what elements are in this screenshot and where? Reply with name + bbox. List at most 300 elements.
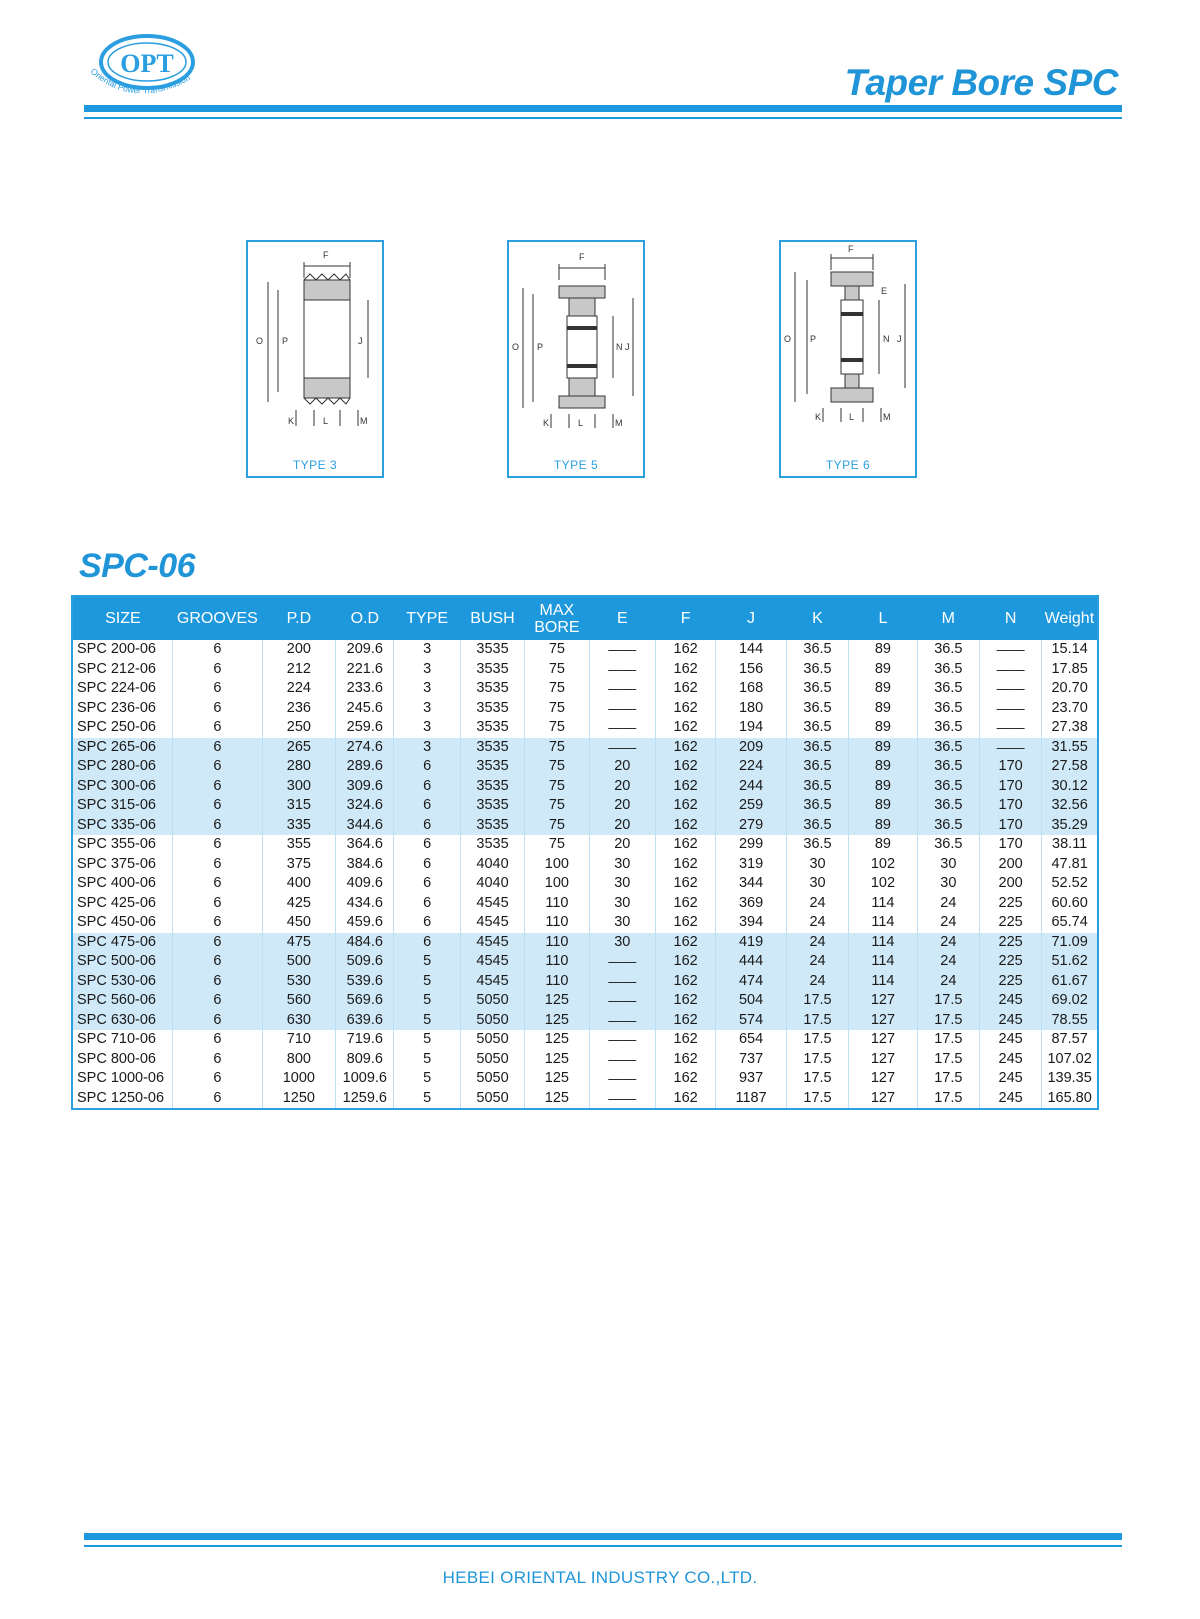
table-cell-max-bore: 125: [525, 1011, 589, 1031]
column-header-m: M: [917, 596, 979, 640]
table-cell-grooves: 6: [173, 952, 262, 972]
dim-label-e: E: [881, 286, 888, 296]
table-cell-o-d: 569.6: [336, 991, 394, 1011]
table-cell-f: 162: [656, 855, 716, 875]
table-cell-bush: 4545: [460, 894, 524, 914]
table-cell-weight: 60.60: [1042, 894, 1098, 914]
table-cell-p-d: 425: [262, 894, 336, 914]
table-cell-type: 6: [394, 757, 460, 777]
table-cell-bush: 3535: [460, 699, 524, 719]
table-cell-n: 245: [979, 1011, 1041, 1031]
table-cell-k: 24: [786, 952, 848, 972]
table-cell-m: 24: [917, 952, 979, 972]
column-header-o-d: O.D: [336, 596, 394, 640]
table-cell-f: 162: [656, 757, 716, 777]
table-cell-j: 937: [716, 1069, 787, 1089]
table-body: [72, 640, 1098, 1109]
table-row: [72, 855, 1098, 875]
table-cell-n: ——: [979, 660, 1041, 680]
table-cell-e: ——: [589, 1050, 655, 1070]
table-cell-k: 17.5: [786, 991, 848, 1011]
table-cell-weight: 23.70: [1042, 699, 1098, 719]
pulley-diagram-type-5: [507, 240, 645, 478]
table-cell-e: ——: [589, 699, 655, 719]
table-cell-e: 20: [589, 835, 655, 855]
table-cell-f: 162: [656, 660, 716, 680]
table-cell-size: SPC 530-06: [72, 972, 173, 992]
table-cell-o-d: 1009.6: [336, 1069, 394, 1089]
table-cell-l: 114: [849, 894, 918, 914]
table-cell-grooves: 6: [173, 757, 262, 777]
table-cell-size: SPC 375-06: [77, 855, 156, 872]
table-cell-k: 36.5: [786, 718, 848, 738]
table-cell-j: 1187: [716, 1089, 787, 1110]
table-cell-j: 259: [716, 796, 787, 816]
svg-text:Oriental Power Transmission: Oriental Power Transmission: [88, 65, 192, 96]
table-cell-size: SPC 630-06: [72, 1011, 173, 1031]
table-cell-size: SPC 710-06: [77, 1031, 156, 1048]
table-cell-n: ——: [979, 718, 1041, 738]
table-cell-type: 3: [394, 699, 460, 719]
table-cell-j: 504: [716, 991, 787, 1011]
table-cell-l: 127: [849, 1030, 918, 1050]
table-cell-e: ——: [589, 1011, 655, 1031]
table-cell-n: 245: [979, 1089, 1041, 1110]
table-cell-n: 245: [979, 1069, 1041, 1089]
table-cell-size: SPC 475-06: [72, 933, 173, 953]
table-cell-l: 89: [849, 718, 918, 738]
table-cell-e: ——: [589, 1069, 655, 1089]
table-cell-k: 24: [786, 972, 848, 992]
table-cell-grooves: 6: [173, 874, 262, 894]
table-cell-n: 170: [979, 835, 1041, 855]
table-cell-j: 279: [716, 816, 787, 836]
table-cell-k: 17.5: [786, 1089, 848, 1110]
table-cell-max-bore: 110: [525, 972, 589, 992]
dim-label-f: F: [323, 250, 329, 260]
table-cell-bush: 4545: [460, 972, 524, 992]
table-cell-type: 5: [394, 991, 460, 1011]
table-cell-l: 89: [849, 699, 918, 719]
dim-label-p: P: [282, 336, 289, 346]
table-cell-n: 225: [979, 913, 1041, 933]
table-cell-e: 30: [589, 933, 655, 953]
section-title: SPC-06: [79, 547, 196, 585]
table-cell-k: 36.5: [786, 835, 848, 855]
table-cell-max-bore: 75: [525, 679, 589, 699]
table-cell-e: ——: [589, 972, 655, 992]
table-cell-o-d: 245.6: [336, 699, 394, 719]
table-cell-n: ——: [979, 699, 1041, 719]
table-cell-p-d: 530: [262, 972, 336, 992]
table-cell-l: 127: [849, 991, 918, 1011]
dim-label-k: K: [543, 418, 550, 428]
table-cell-weight: 32.56: [1042, 796, 1098, 816]
table-cell-max-bore: 125: [525, 1050, 589, 1070]
table-cell-n: ——: [979, 640, 1041, 660]
dim-label-l: L: [578, 418, 584, 428]
pulley-diagram-type-3: [246, 240, 384, 478]
table-cell-j: 194: [716, 718, 787, 738]
table-cell-weight: 47.81: [1042, 855, 1098, 875]
table-cell-k: 24: [786, 894, 848, 914]
table-cell-j: 244: [716, 777, 787, 797]
table-cell-weight: 61.67: [1042, 972, 1098, 992]
table-cell-o-d: 409.6: [336, 874, 394, 894]
dim-label-f: F: [579, 252, 585, 262]
table-cell-bush: 3535: [460, 835, 524, 855]
table-cell-size: SPC 224-06: [77, 680, 156, 697]
table-cell-max-bore: 125: [525, 1069, 589, 1089]
table-cell-m: 36.5: [917, 816, 979, 836]
column-header-grooves: GROOVES: [173, 596, 262, 640]
table-row: [72, 933, 1098, 953]
table-cell-m: 36.5: [917, 640, 979, 660]
pulley-diagram-type-6: [779, 240, 917, 478]
table-cell-l: 102: [849, 874, 918, 894]
table-cell-j: 419: [716, 933, 787, 953]
table-cell-o-d: 309.6: [336, 777, 394, 797]
table-row: [72, 1011, 1098, 1031]
table-cell-m: 24: [917, 894, 979, 914]
table-cell-n: 170: [979, 816, 1041, 836]
table-cell-max-bore: 75: [525, 757, 589, 777]
table-cell-j: 168: [716, 679, 787, 699]
table-cell-bush: 5050: [460, 1030, 524, 1050]
table-cell-type: 6: [394, 913, 460, 933]
table-cell-k: 17.5: [786, 1030, 848, 1050]
table-cell-j: 319: [716, 855, 787, 875]
column-header-p-d: P.D: [262, 596, 336, 640]
table-row: [72, 894, 1098, 914]
table-cell-j: 344: [716, 874, 787, 894]
table-cell-type: 6: [394, 835, 460, 855]
table-cell-m: 36.5: [917, 738, 979, 758]
table-cell-e: 20: [589, 796, 655, 816]
table-row: [72, 777, 1098, 797]
table-cell-weight: 78.55: [1042, 1011, 1098, 1031]
table-cell-type: 5: [394, 972, 460, 992]
opt-logo: [84, 30, 214, 110]
table-cell-f: 162: [656, 1030, 716, 1050]
column-header-bush: BUSH: [460, 596, 524, 640]
table-row: [72, 991, 1098, 1011]
table-cell-n: 200: [979, 874, 1041, 894]
dim-label-k: K: [815, 412, 822, 422]
table-cell-e: ——: [589, 660, 655, 680]
table-cell-grooves: 6: [173, 972, 262, 992]
dim-label-l: L: [849, 412, 855, 422]
table-cell-max-bore: 75: [525, 738, 589, 758]
table-cell-e: ——: [589, 952, 655, 972]
table-cell-k: 30: [786, 874, 848, 894]
table-cell-o-d: 289.6: [336, 757, 394, 777]
table-cell-e: ——: [589, 679, 655, 699]
table-cell-m: 36.5: [917, 835, 979, 855]
table-cell-grooves: 6: [173, 855, 262, 875]
column-header-n: N: [979, 596, 1041, 640]
table-cell-size: SPC 280-06: [72, 757, 173, 777]
table-cell-max-bore: 75: [525, 816, 589, 836]
table-cell-p-d: 200: [262, 640, 336, 660]
table-cell-grooves: 6: [173, 913, 262, 933]
table-cell-k: 36.5: [786, 660, 848, 680]
table-cell-max-bore: 100: [525, 874, 589, 894]
table-cell-j: 299: [716, 835, 787, 855]
table-cell-size: SPC 355-06: [77, 836, 156, 853]
table-cell-type: 6: [394, 855, 460, 875]
table-cell-grooves: 6: [173, 699, 262, 719]
table-cell-bush: 4545: [460, 952, 524, 972]
column-header-max-bore: MAX BORE: [525, 596, 589, 640]
table-cell-bush: 4040: [460, 874, 524, 894]
table-cell-m: 36.5: [917, 660, 979, 680]
table-cell-p-d: 800: [262, 1050, 336, 1070]
table-cell-l: 89: [849, 796, 918, 816]
table-cell-o-d: 384.6: [336, 855, 394, 875]
table-cell-bush: 3535: [460, 738, 524, 758]
table-cell-bush: 4545: [460, 913, 524, 933]
table-cell-grooves: 6: [173, 718, 262, 738]
table-cell-weight: 107.02: [1042, 1050, 1098, 1070]
diagram-caption-type-5: TYPE 5: [553, 458, 599, 472]
table-cell-bush: 3535: [460, 816, 524, 836]
table-row: [72, 913, 1098, 933]
table-cell-e: ——: [589, 1030, 655, 1050]
table-cell-p-d: 212: [262, 660, 336, 680]
table-cell-m: 36.5: [917, 757, 979, 777]
table-cell-j: 574: [716, 1011, 787, 1031]
table-cell-l: 89: [849, 660, 918, 680]
table-cell-bush: 5050: [460, 1069, 524, 1089]
table-cell-type: 5: [394, 1011, 460, 1031]
table-cell-j: 180: [716, 699, 787, 719]
column-header-e: E: [589, 596, 655, 640]
table-cell-max-bore: 110: [525, 952, 589, 972]
table-cell-p-d: 1000: [262, 1069, 336, 1089]
table-cell-l: 89: [849, 679, 918, 699]
table-cell-j: 654: [716, 1030, 787, 1050]
table-cell-n: 170: [979, 757, 1041, 777]
table-row: [72, 640, 1098, 660]
table-cell-l: 114: [849, 972, 918, 992]
table-cell-grooves: 6: [173, 991, 262, 1011]
table-cell-l: 89: [849, 835, 918, 855]
table-cell-e: 30: [589, 913, 655, 933]
table-cell-bush: 3535: [460, 660, 524, 680]
table-cell-type: 5: [394, 952, 460, 972]
table-cell-f: 162: [656, 913, 716, 933]
table-cell-o-d: 364.6: [336, 835, 394, 855]
table-cell-m: 24: [917, 972, 979, 992]
table-cell-k: 30: [786, 855, 848, 875]
table-cell-p-d: 710: [262, 1030, 336, 1050]
table-cell-j: 224: [716, 757, 787, 777]
table-cell-bush: 5050: [460, 991, 524, 1011]
table-cell-grooves: 6: [173, 933, 262, 953]
table-cell-grooves: 6: [173, 796, 262, 816]
table-cell-bush: 3535: [460, 679, 524, 699]
dim-label-l: L: [323, 416, 329, 426]
spec-table: [71, 595, 1099, 1110]
table-cell-p-d: 400: [262, 874, 336, 894]
table-cell-size: SPC 425-06: [77, 894, 156, 911]
table-cell-f: 162: [656, 640, 716, 660]
table-cell-type: 3: [394, 718, 460, 738]
diagram-caption-type-3: TYPE 3: [292, 458, 338, 472]
table-cell-n: ——: [979, 679, 1041, 699]
table-cell-type: 3: [394, 679, 460, 699]
table-cell-l: 127: [849, 1089, 918, 1110]
table-cell-type: 6: [394, 777, 460, 797]
diagram-caption-type-6: TYPE 6: [825, 458, 871, 472]
dim-label-p: P: [537, 342, 544, 352]
table-row: [72, 660, 1098, 680]
column-header-type: TYPE: [394, 596, 460, 640]
table-cell-j: 156: [716, 660, 787, 680]
dim-label-n: N: [883, 334, 890, 344]
table-cell-m: 36.5: [917, 777, 979, 797]
table-cell-p-d: 236: [262, 699, 336, 719]
table-cell-m: 24: [917, 933, 979, 953]
table-cell-l: 89: [849, 757, 918, 777]
dim-label-o: O: [512, 342, 520, 352]
table-cell-weight: 165.80: [1042, 1089, 1098, 1110]
table-cell-p-d: 560: [262, 991, 336, 1011]
table-cell-f: 162: [656, 952, 716, 972]
table-cell-m: 17.5: [917, 1089, 979, 1110]
table-cell-l: 127: [849, 1069, 918, 1089]
table-cell-m: 17.5: [917, 1069, 979, 1089]
table-cell-size: SPC 1250-06: [77, 1089, 165, 1106]
table-cell-o-d: 719.6: [336, 1030, 394, 1050]
svg-text:OPT: OPT: [120, 49, 174, 78]
table-cell-o-d: 459.6: [336, 913, 394, 933]
table-row: [72, 679, 1098, 699]
table-cell-size: SPC 212-06: [77, 660, 156, 677]
table-row: [72, 718, 1098, 738]
table-cell-max-bore: 125: [525, 1089, 589, 1110]
table-cell-grooves: 6: [173, 777, 262, 797]
table-cell-l: 114: [849, 952, 918, 972]
table-cell-f: 162: [656, 699, 716, 719]
column-header-k: K: [786, 596, 848, 640]
table-cell-f: 162: [656, 874, 716, 894]
table-cell-max-bore: 110: [525, 913, 589, 933]
table-row: [72, 738, 1098, 758]
table-cell-bush: 3535: [460, 796, 524, 816]
footer-rule-thin: [84, 1545, 1122, 1547]
table-cell-k: 36.5: [786, 796, 848, 816]
table-cell-type: 5: [394, 1050, 460, 1070]
table-cell-e: 30: [589, 855, 655, 875]
table-cell-size: SPC 300-06: [72, 777, 173, 797]
table-cell-p-d: 1250: [262, 1089, 336, 1110]
table-cell-size: SPC 200-06: [77, 641, 156, 658]
table-cell-m: 36.5: [917, 679, 979, 699]
table-cell-o-d: 639.6: [336, 1011, 394, 1031]
table-cell-grooves: 6: [173, 679, 262, 699]
table-cell-p-d: 300: [262, 777, 336, 797]
table-cell-k: 36.5: [786, 777, 848, 797]
table-cell-size: SPC 335-06: [72, 816, 173, 836]
table-cell-o-d: 259.6: [336, 718, 394, 738]
table-cell-type: 6: [394, 933, 460, 953]
table-cell-weight: 35.29: [1042, 816, 1098, 836]
table-cell-e: 20: [589, 777, 655, 797]
table-cell-k: 17.5: [786, 1011, 848, 1031]
table-cell-size: SPC 400-06: [77, 875, 156, 892]
table-cell-o-d: 539.6: [336, 972, 394, 992]
table-cell-weight: 17.85: [1042, 660, 1098, 680]
table-cell-max-bore: 110: [525, 933, 589, 953]
table-cell-l: 114: [849, 913, 918, 933]
table-cell-grooves: 6: [173, 835, 262, 855]
table-cell-o-d: 221.6: [336, 660, 394, 680]
table-cell-o-d: 209.6: [336, 640, 394, 660]
table-cell-n: 170: [979, 796, 1041, 816]
table-cell-weight: 27.38: [1042, 718, 1098, 738]
table-cell-l: 127: [849, 1050, 918, 1070]
table-cell-l: 89: [849, 816, 918, 836]
table-cell-size: SPC 500-06: [72, 952, 173, 972]
table-cell-n: 245: [979, 1050, 1041, 1070]
table-cell-weight: 52.52: [1042, 874, 1098, 894]
table-cell-p-d: 315: [262, 796, 336, 816]
table-cell-size: SPC 315-06: [72, 796, 173, 816]
table-cell-j: 369: [716, 894, 787, 914]
table-cell-f: 162: [656, 796, 716, 816]
table-cell-max-bore: 75: [525, 835, 589, 855]
table-cell-m: 36.5: [917, 718, 979, 738]
table-cell-n: 225: [979, 972, 1041, 992]
table-cell-f: 162: [656, 894, 716, 914]
table-cell-m: 17.5: [917, 1030, 979, 1050]
table-cell-p-d: 630: [262, 1011, 336, 1031]
table-cell-l: 102: [849, 855, 918, 875]
table-cell-size: SPC 800-06: [77, 1050, 156, 1067]
table-cell-j: 474: [716, 972, 787, 992]
table-cell-k: 36.5: [786, 816, 848, 836]
table-cell-bush: 5050: [460, 1089, 524, 1110]
table-cell-weight: 30.12: [1042, 777, 1098, 797]
table-cell-f: 162: [656, 933, 716, 953]
table-cell-type: 5: [394, 1069, 460, 1089]
column-header-l: L: [849, 596, 918, 640]
table-cell-e: 20: [589, 757, 655, 777]
table-cell-grooves: 6: [173, 738, 262, 758]
table-cell-m: 24: [917, 913, 979, 933]
table-cell-p-d: 355: [262, 835, 336, 855]
column-header-f: F: [656, 596, 716, 640]
table-cell-p-d: 250: [262, 718, 336, 738]
table-row: [72, 972, 1098, 992]
table-cell-size: SPC 1000-06: [77, 1070, 165, 1087]
table-cell-j: 394: [716, 913, 787, 933]
table-cell-e: ——: [589, 991, 655, 1011]
table-cell-max-bore: 125: [525, 1030, 589, 1050]
table-cell-l: 89: [849, 738, 918, 758]
table-cell-j: 444: [716, 952, 787, 972]
dim-label-j: J: [897, 334, 902, 344]
table-cell-type: 5: [394, 1030, 460, 1050]
table-cell-f: 162: [656, 835, 716, 855]
table-cell-o-d: 324.6: [336, 796, 394, 816]
table-cell-o-d: 509.6: [336, 952, 394, 972]
dim-label-j: J: [358, 336, 363, 346]
table-cell-m: 36.5: [917, 796, 979, 816]
table-cell-max-bore: 125: [525, 991, 589, 1011]
